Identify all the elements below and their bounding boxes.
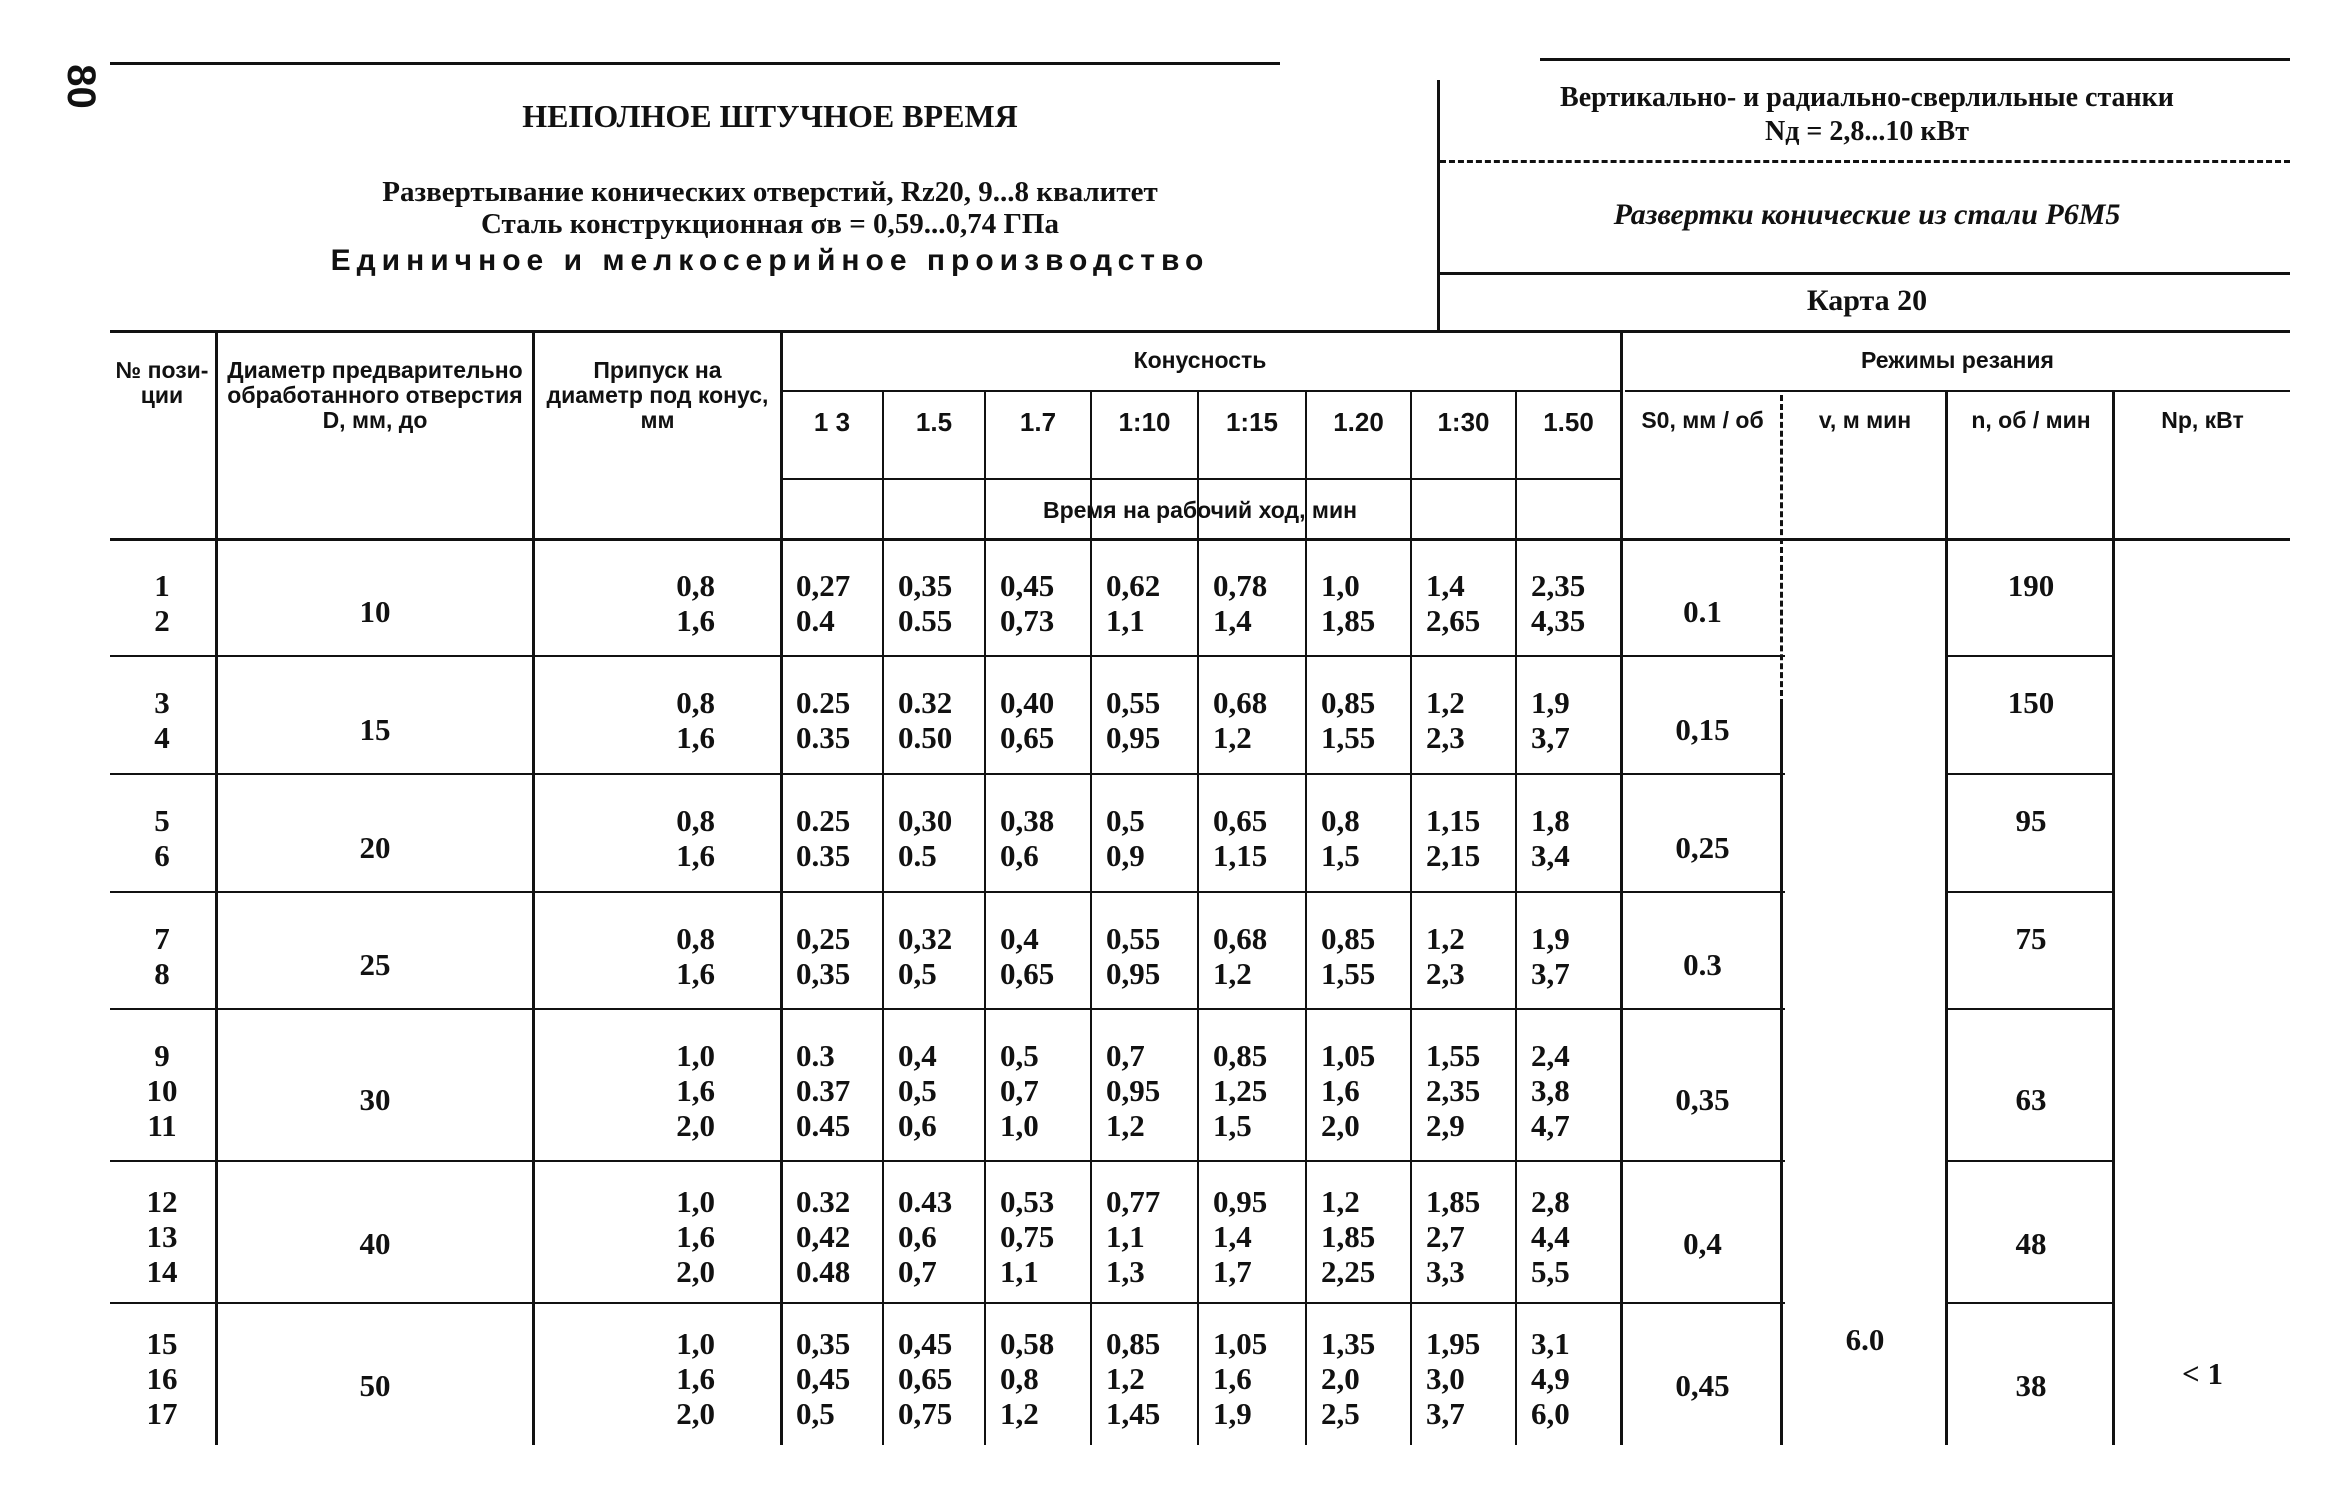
row-time-value: 0,55 0,95 <box>1106 685 1161 755</box>
row-time-value: 1,35 2,0 2,5 <box>1321 1326 1376 1431</box>
row-allowance: 0,8 1,6 <box>676 803 715 873</box>
row-time-value: 0,45 0,73 <box>1000 568 1055 638</box>
page-title: НЕПОЛНОЕ ШТУЧНОЕ ВРЕМЯ <box>522 98 1018 134</box>
col-line-v <box>1945 390 1948 1445</box>
s0-rule-5 <box>1620 1160 1785 1162</box>
row-spindle-n: 95 <box>2015 803 2047 838</box>
row-spindle-n: 190 <box>2007 568 2055 603</box>
col-header-s0: S0, мм / об <box>1641 407 1764 433</box>
row-time-value: 2,4 3,8 4,7 <box>1531 1038 1570 1143</box>
row-time-value: 0,4 0,5 0,6 <box>898 1038 937 1143</box>
col-line-s0-dash <box>1780 395 1783 705</box>
row-time-value: 0.43 0,6 0,7 <box>898 1184 953 1289</box>
col-header-np: Np, кВт <box>2161 407 2244 433</box>
row-rule-5 <box>110 1160 1620 1162</box>
col-header-taper: 1.5 <box>915 407 953 437</box>
card-number: Карта 20 <box>1806 284 1928 317</box>
row-time-value: 0,62 1,1 <box>1106 568 1161 638</box>
row-time-value: 2,8 4,4 5,5 <box>1531 1184 1570 1289</box>
row-time-value: 1,2 1,85 2,25 <box>1321 1184 1376 1289</box>
col-header-allowance: Припуск на диаметр под конус, мм <box>546 357 769 433</box>
col-header-taper: 1.20 <box>1333 407 1384 437</box>
col-line-t1 <box>882 390 884 1445</box>
row-allowance: 0,8 1,6 <box>676 685 715 755</box>
row-time-value: 0,35 0,45 0,5 <box>796 1326 851 1431</box>
row-time-value: 0,58 0,8 1,2 <box>1000 1326 1055 1431</box>
row-allowance: 1,0 1,6 2,0 <box>676 1038 715 1143</box>
s0-rule-4 <box>1620 1008 1785 1010</box>
page-number: 80 <box>58 64 103 109</box>
row-time-value: 1,0 1,85 <box>1321 568 1376 638</box>
row-allowance: 1,0 1,6 2,0 <box>676 1326 715 1431</box>
col-line-t7 <box>1515 390 1517 1445</box>
row-time-value: 0,5 0,7 1,0 <box>1000 1038 1039 1143</box>
row-spindle-n: 75 <box>2015 921 2047 956</box>
row-spindle-n: 48 <box>2015 1225 2047 1261</box>
s0-rule-6 <box>1620 1302 1785 1304</box>
row-time-value: 0,85 1,25 1,5 <box>1213 1038 1268 1143</box>
row-time-value: 1,05 1,6 1,9 <box>1213 1326 1268 1431</box>
col-line-t4 <box>1197 390 1199 1445</box>
header-bottom-rule <box>110 538 2290 541</box>
col-header-n: n, об / мин <box>1971 407 2091 433</box>
row-time-value: 0,7 0,95 1,2 <box>1106 1038 1161 1143</box>
col-line-n <box>2112 390 2115 1445</box>
table-top-rule <box>110 330 2290 333</box>
production-subtitle: Единичное и мелкосерийное производство <box>330 244 1210 277</box>
col-line-s0 <box>1780 705 1783 1445</box>
row-spindle-n: 38 <box>2015 1368 2047 1403</box>
row-time-value: 0,95 1,4 1,7 <box>1213 1184 1268 1289</box>
row-time-value: 0.25 0.35 <box>796 803 851 873</box>
row-position-numbers: 12 13 14 <box>146 1184 178 1289</box>
row-time-value: 1,9 3,7 <box>1531 921 1570 991</box>
row-allowance: 1,0 1,6 2,0 <box>676 1184 715 1289</box>
col-header-taper: 1:15 <box>1225 407 1279 437</box>
col-header-position: № пози-ции <box>115 357 209 408</box>
row-time-value: 0,53 0,75 1,1 <box>1000 1184 1055 1289</box>
row-time-value: 1,15 2,15 <box>1426 803 1481 873</box>
row-diameter: 20 <box>359 829 391 865</box>
row-rule-4 <box>110 1008 1620 1010</box>
row-time-value: 3,1 4,9 6,0 <box>1531 1326 1570 1431</box>
col-line-tapers-end <box>1620 330 1623 1445</box>
tool-title: Развертки конические из стали Р6М5 <box>1613 198 2121 231</box>
row-time-value: 2,35 4,35 <box>1531 568 1586 638</box>
row-feed-s0: 0.1 <box>1683 594 1722 629</box>
row-time-value: 0.32 0.50 <box>898 685 953 755</box>
row-diameter: 50 <box>359 1368 391 1403</box>
row-time-value: 1,55 2,35 2,9 <box>1426 1038 1481 1143</box>
n-rule-2 <box>1945 773 2112 775</box>
row-position-numbers: 7 8 <box>154 921 170 991</box>
col-header-taper: 1:30 <box>1437 407 1490 437</box>
row-position-numbers: 15 16 17 <box>146 1326 178 1431</box>
row-diameter: 10 <box>359 594 391 629</box>
n-rule-1 <box>1945 655 2112 657</box>
s0-rule-1 <box>1620 655 1785 657</box>
row-feed-s0: 0,4 <box>1683 1225 1722 1261</box>
row-allowance: 0,8 1,6 <box>676 568 715 638</box>
row-time-value: 0,77 1,1 1,3 <box>1106 1184 1161 1289</box>
row-time-value: 0,85 1,55 <box>1321 685 1376 755</box>
header-divider <box>1437 80 1440 330</box>
row-feed-s0: 0,15 <box>1675 711 1730 747</box>
col-header-diameter: Диаметр предварительно обработанного отверстия D, мм, до <box>227 357 523 433</box>
row-time-value: 0.3 0.37 0.45 <box>796 1038 851 1143</box>
row-time-value: 0,40 0,65 <box>1000 685 1055 755</box>
row-diameter: 40 <box>359 1225 391 1261</box>
machines-rule <box>1440 160 2290 163</box>
row-feed-s0: 0,35 <box>1675 1081 1730 1117</box>
col-line-pos <box>215 330 218 1445</box>
n-rule-3 <box>1945 891 2112 893</box>
machines-title: Вертикально- и радиально-сверлильные станки <box>1560 82 2174 113</box>
row-spindle-n: 150 <box>2007 685 2055 720</box>
row-time-value: 1,95 3,0 3,7 <box>1426 1326 1481 1431</box>
row-feed-s0: 0,25 <box>1675 829 1730 865</box>
row-time-value: 1,85 2,7 3,3 <box>1426 1184 1481 1289</box>
row-time-value: 1,2 2,3 <box>1426 685 1465 755</box>
top-rule-right <box>1540 58 2290 61</box>
col-header-modes-group: Режимы резания <box>1861 347 2054 373</box>
row-time-value: 1,2 2,3 <box>1426 921 1465 991</box>
row-rule-2 <box>110 773 1620 775</box>
row-time-value: 0,85 1,55 <box>1321 921 1376 991</box>
row-time-value: 0.25 0.35 <box>796 685 851 755</box>
row-time-value: 0,32 0,5 <box>898 921 953 991</box>
n-rule-5 <box>1945 1160 2112 1162</box>
row-time-value: 0,38 0,6 <box>1000 803 1055 873</box>
col-header-taper: 1.50 <box>1543 407 1594 437</box>
row-time-value: 0,25 0,35 <box>796 921 851 991</box>
row-feed-s0: 0,45 <box>1675 1368 1730 1403</box>
row-time-value: 0,35 0.55 <box>898 568 953 638</box>
taper-header-rule <box>780 478 1620 480</box>
row-rule-6 <box>110 1302 1620 1304</box>
machines-power: Nд = 2,8...10 кВт <box>1765 116 1969 147</box>
row-time-value: 1,05 1,6 2,0 <box>1321 1038 1376 1143</box>
row-time-value: 0,27 0.4 <box>796 568 851 638</box>
row-time-value: 0,8 1,5 <box>1321 803 1360 873</box>
cutting-power-value: < 1 <box>2182 1356 2223 1391</box>
col-line-t6 <box>1410 390 1412 1445</box>
row-position-numbers: 5 6 <box>154 803 170 873</box>
col-header-taper: 1.7 <box>1019 407 1057 437</box>
row-position-numbers: 3 4 <box>154 685 170 755</box>
row-time-value: 0,55 0,95 <box>1106 921 1161 991</box>
row-position-numbers: 9 10 11 <box>146 1038 178 1143</box>
col-header-v: v, м мин <box>1818 407 1912 433</box>
row-time-value: 0,68 1,2 <box>1213 685 1268 755</box>
row-rule-3 <box>110 891 1620 893</box>
row-time-value: 0,4 0,65 <box>1000 921 1055 991</box>
col-line-t2 <box>984 390 986 1445</box>
col-line-t3 <box>1090 390 1092 1445</box>
col-header-taper: 1:10 <box>1118 407 1171 437</box>
row-time-value: 0,68 1,2 <box>1213 921 1268 991</box>
row-spindle-n: 63 <box>2015 1081 2047 1117</box>
row-time-value: 1,9 3,7 <box>1531 685 1570 755</box>
s0-rule-2 <box>1620 773 1785 775</box>
n-rule-4 <box>1945 1008 2112 1010</box>
row-time-value: 0,65 1,15 <box>1213 803 1268 873</box>
n-rule-6 <box>1945 1302 2112 1304</box>
row-time-value: 0.32 0,42 0.48 <box>796 1184 851 1289</box>
row-time-value: 1,4 2,65 <box>1426 568 1481 638</box>
material-subtitle: Сталь конструкционная σв = 0,59...0,74 ГПа <box>481 208 1059 240</box>
row-diameter: 30 <box>359 1081 391 1117</box>
row-rule-1 <box>110 655 1620 657</box>
row-time-value: 0,78 1,4 <box>1213 568 1268 638</box>
row-time-value: 0,5 0,9 <box>1106 803 1145 873</box>
tool-rule <box>1440 272 2290 275</box>
row-diameter: 15 <box>359 711 391 747</box>
col-line-diam <box>532 330 535 1445</box>
row-allowance: 0,8 1,6 <box>676 921 715 991</box>
row-diameter: 25 <box>359 947 391 982</box>
operation-subtitle: Развертывание конических отверстий, Rz20, 9...8 квалитет <box>382 176 1158 208</box>
row-feed-s0: 0.3 <box>1683 947 1722 982</box>
taper-group-rule <box>780 390 1620 392</box>
cutting-speed-value: 6.0 <box>1845 1322 1885 1357</box>
col-line-t5 <box>1305 390 1307 1445</box>
col-header-taper: 1 3 <box>813 407 851 437</box>
top-rule <box>110 62 1280 65</box>
modes-group-rule <box>1625 390 2290 392</box>
row-time-value: 0,45 0,65 0,75 <box>898 1326 953 1431</box>
s0-rule-3 <box>1620 891 1785 893</box>
col-header-taper-group: Конусность <box>1133 347 1267 373</box>
row-time-value: 0,30 0.5 <box>898 803 953 873</box>
row-time-value: 0,85 1,2 1,45 <box>1106 1326 1161 1431</box>
row-time-value: 1,8 3,4 <box>1531 803 1570 873</box>
row-position-numbers: 1 2 <box>154 568 170 638</box>
col-header-time: Время на рабочий ход, мин <box>1043 497 1357 523</box>
